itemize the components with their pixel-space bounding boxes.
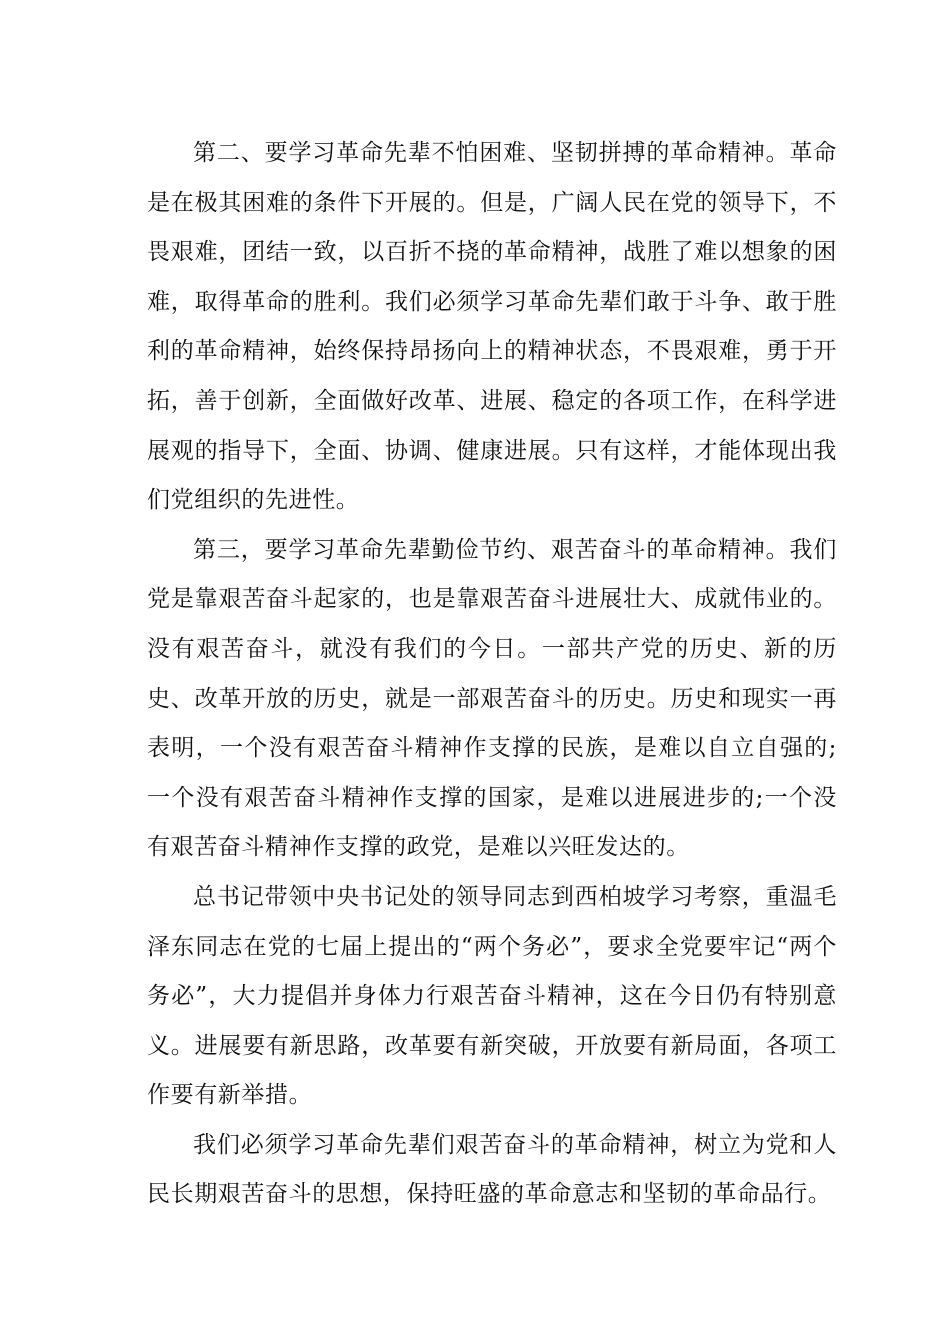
document-body [147, 129, 837, 1220]
paragraph-xibaipo-visit: 总书记带领中央书记处的领导同志到西柏坡学习考察，重温毛泽东同志在党的七届上提出的“两个务必”，要求全党要牢记“两个务必”，大力提倡并身体力行艰苦奋斗精神，这在今日仍有特别意义。进展要有新思路，改革要有新突破，开放要有新局面，各项工作要有新举措。 [147, 883, 837, 1109]
paragraph-hard-struggle: 第三，要学习革命先辈勤俭节约、艰苦奋斗的革命精神。我们党是靠艰苦奋斗起家的，也是靠艰苦奋斗进展壮大、成就伟业的。没有艰苦奋斗，就没有我们的今日。一部共产党的历史、新的历史、改革开放的历史，就是一部艰苦奋斗的历史。历史和现实一再表明，一个没有艰苦奋斗精神作支撑的民族，是难以自立自强的;一个没有艰苦奋斗精神作支撑的国家，是难以进展进步的;一个没有艰苦奋斗精神作支撑的政党，是难以兴旺发达的。 [147, 536, 837, 861]
paragraph-revolutionary-perseverance: 第二、要学习革命先辈不怕困难、坚韧拼搏的革命精神。革命是在极其困难的条件下开展的。但是，广阔人民在党的领导下，不畏艰难，团结一致，以百折不挠的革命精神，战胜了难以想象的困难，取得革命的胜利。我们必须学习革命先辈们敢于斗争、敢于胜利的革命精神，始终保持昂扬向上的精神状态，不畏艰难，勇于开拓，善于创新，全面做好改革、进展、稳定的各项工作，在科学进展观的指导下，全面、协调、健康进展。只有这样，才能体现出我们党组织的先进性。 [147, 140, 837, 514]
paragraph-conclusion: 我们必须学习革命先辈们艰苦奋斗的革命精神，树立为党和人民长期艰苦奋斗的思想，保持旺盛的革命意志和坚韧的革命品行。 [147, 1131, 837, 1208]
